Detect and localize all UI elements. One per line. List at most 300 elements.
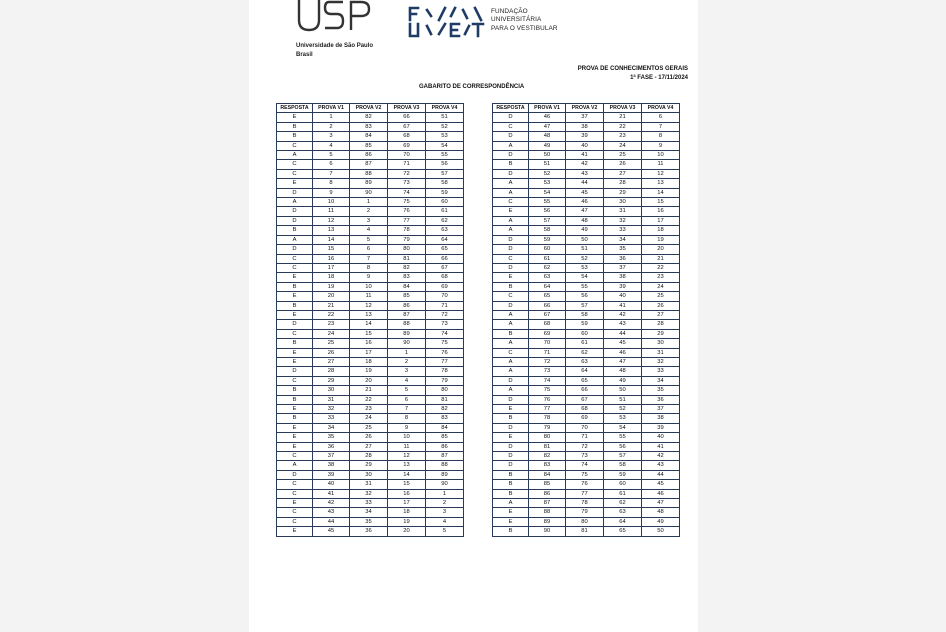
- question-number-cell: 21: [350, 386, 388, 395]
- answer-cell: B: [277, 122, 313, 131]
- question-number-cell: 1: [313, 113, 350, 122]
- question-number-cell: 50: [566, 235, 604, 244]
- table-row: [493, 273, 680, 282]
- question-number-cell: 55: [426, 151, 464, 160]
- question-number-cell: 47: [642, 499, 680, 508]
- question-number-cell: 3: [350, 216, 388, 225]
- question-number-cell: 63: [529, 273, 566, 282]
- answer-cell: C: [493, 348, 529, 357]
- question-number-cell: 23: [313, 320, 350, 329]
- table-row: [277, 357, 464, 366]
- question-number-cell: 80: [566, 517, 604, 526]
- answer-cell: B: [277, 339, 313, 348]
- question-number-cell: 73: [388, 179, 426, 188]
- question-number-cell: 20: [350, 376, 388, 385]
- table-row: [493, 527, 680, 536]
- question-number-cell: 25: [604, 151, 642, 160]
- answer-cell: A: [493, 216, 529, 225]
- question-number-cell: 74: [529, 376, 566, 385]
- table-row: [493, 216, 680, 225]
- question-number-cell: 52: [604, 405, 642, 414]
- question-number-cell: 7: [313, 169, 350, 178]
- question-number-cell: 40: [313, 480, 350, 489]
- question-number-cell: 27: [313, 357, 350, 366]
- answer-cell: D: [493, 151, 529, 160]
- question-number-cell: 41: [604, 301, 642, 310]
- question-number-cell: 49: [566, 226, 604, 235]
- question-number-cell: 34: [313, 423, 350, 432]
- answer-table-left: [276, 103, 464, 537]
- answer-cell: D: [493, 395, 529, 404]
- question-number-cell: 59: [529, 235, 566, 244]
- question-number-cell: 48: [604, 367, 642, 376]
- question-number-cell: 12: [388, 452, 426, 461]
- question-number-cell: 24: [604, 141, 642, 150]
- question-number-cell: 84: [350, 132, 388, 141]
- table-row: [277, 376, 464, 385]
- question-number-cell: 73: [426, 320, 464, 329]
- answer-cell: C: [277, 263, 313, 272]
- answer-cell: B: [493, 282, 529, 291]
- question-number-cell: 19: [642, 235, 680, 244]
- question-number-cell: 47: [604, 357, 642, 366]
- question-number-cell: 17: [313, 263, 350, 272]
- answer-cell: D: [277, 470, 313, 479]
- question-number-cell: 10: [313, 198, 350, 207]
- question-number-cell: 71: [426, 301, 464, 310]
- question-number-cell: 43: [642, 461, 680, 470]
- question-number-cell: 51: [566, 245, 604, 254]
- answer-cell: E: [277, 357, 313, 366]
- question-number-cell: 69: [388, 141, 426, 150]
- fuvest-logo: [407, 6, 487, 40]
- question-number-cell: 40: [566, 141, 604, 150]
- question-number-cell: 6: [350, 245, 388, 254]
- column-header: PROVA V2: [566, 104, 604, 113]
- question-number-cell: 28: [313, 367, 350, 376]
- question-number-cell: 61: [426, 207, 464, 216]
- answer-cell: D: [277, 367, 313, 376]
- question-number-cell: 60: [426, 198, 464, 207]
- table-row: [277, 414, 464, 423]
- question-number-cell: 55: [566, 282, 604, 291]
- question-number-cell: 71: [388, 160, 426, 169]
- answer-cell: E: [277, 348, 313, 357]
- answer-cell: A: [277, 151, 313, 160]
- column-header: PROVA V1: [529, 104, 566, 113]
- question-number-cell: 1: [388, 348, 426, 357]
- table-row: [277, 527, 464, 536]
- answer-cell: B: [277, 414, 313, 423]
- table-row: [277, 461, 464, 470]
- question-number-cell: 58: [426, 179, 464, 188]
- question-number-cell: 50: [604, 386, 642, 395]
- question-number-cell: 86: [426, 442, 464, 451]
- question-number-cell: 69: [529, 329, 566, 338]
- answer-cell: C: [493, 254, 529, 263]
- question-number-cell: 33: [350, 499, 388, 508]
- table-row: [277, 480, 464, 489]
- answer-cell: E: [493, 405, 529, 414]
- question-number-cell: 90: [388, 339, 426, 348]
- question-number-cell: 5: [313, 151, 350, 160]
- question-number-cell: 50: [642, 527, 680, 536]
- table-header-row: [277, 104, 464, 113]
- question-number-cell: 54: [604, 423, 642, 432]
- answer-cell: E: [493, 207, 529, 216]
- question-number-cell: 18: [642, 226, 680, 235]
- question-number-cell: 69: [426, 282, 464, 291]
- question-number-cell: 64: [426, 235, 464, 244]
- question-number-cell: 44: [566, 179, 604, 188]
- question-number-cell: 14: [313, 235, 350, 244]
- question-number-cell: 7: [642, 122, 680, 131]
- question-number-cell: 29: [642, 329, 680, 338]
- question-number-cell: 36: [604, 254, 642, 263]
- question-number-cell: 61: [566, 339, 604, 348]
- question-number-cell: 63: [426, 226, 464, 235]
- question-number-cell: 14: [388, 470, 426, 479]
- table-row: [277, 122, 464, 131]
- question-number-cell: 54: [566, 273, 604, 282]
- question-number-cell: 80: [426, 386, 464, 395]
- answer-cell: C: [493, 122, 529, 131]
- question-number-cell: 9: [350, 273, 388, 282]
- fuvest-line-1: FUNDAÇÃO: [491, 8, 528, 15]
- question-number-cell: 76: [566, 480, 604, 489]
- answer-cell: A: [493, 367, 529, 376]
- table-row: [493, 414, 680, 423]
- question-number-cell: 60: [566, 329, 604, 338]
- question-number-cell: 8: [350, 263, 388, 272]
- question-number-cell: 57: [426, 169, 464, 178]
- question-number-cell: 84: [426, 423, 464, 432]
- table-row: [277, 348, 464, 357]
- question-number-cell: 2: [350, 207, 388, 216]
- answer-cell: E: [493, 517, 529, 526]
- table-row: [493, 470, 680, 479]
- question-number-cell: 67: [426, 263, 464, 272]
- question-number-cell: 43: [566, 169, 604, 178]
- table-row: [493, 282, 680, 291]
- question-number-cell: 83: [388, 273, 426, 282]
- answer-cell: E: [493, 433, 529, 442]
- question-number-cell: 22: [350, 395, 388, 404]
- answer-cell: E: [277, 405, 313, 414]
- question-number-cell: 22: [313, 310, 350, 319]
- question-number-cell: 26: [313, 348, 350, 357]
- question-number-cell: 20: [388, 527, 426, 536]
- table-row: [493, 141, 680, 150]
- question-number-cell: 8: [642, 132, 680, 141]
- question-number-cell: 70: [529, 339, 566, 348]
- answer-cell: A: [277, 235, 313, 244]
- question-number-cell: 23: [350, 405, 388, 414]
- question-number-cell: 80: [529, 433, 566, 442]
- question-number-cell: 27: [350, 442, 388, 451]
- question-number-cell: 48: [529, 132, 566, 141]
- question-number-cell: 33: [313, 414, 350, 423]
- table-row: [277, 160, 464, 169]
- question-number-cell: 52: [426, 122, 464, 131]
- question-number-cell: 35: [350, 517, 388, 526]
- table-row: [277, 226, 464, 235]
- question-number-cell: 88: [350, 169, 388, 178]
- question-number-cell: 21: [642, 254, 680, 263]
- question-number-cell: 77: [566, 489, 604, 498]
- question-number-cell: 87: [350, 160, 388, 169]
- question-number-cell: 14: [350, 320, 388, 329]
- question-number-cell: 86: [529, 489, 566, 498]
- question-number-cell: 16: [313, 254, 350, 263]
- question-number-cell: 52: [566, 254, 604, 263]
- table-row: [493, 376, 680, 385]
- answer-cell: C: [277, 480, 313, 489]
- table-row: [277, 282, 464, 291]
- question-number-cell: 32: [313, 405, 350, 414]
- question-number-cell: 11: [388, 442, 426, 451]
- question-number-cell: 28: [350, 452, 388, 461]
- answer-cell: A: [493, 357, 529, 366]
- answer-cell: E: [277, 527, 313, 536]
- question-number-cell: 77: [426, 357, 464, 366]
- answer-cell: D: [277, 216, 313, 225]
- question-number-cell: 15: [350, 329, 388, 338]
- question-number-cell: 10: [388, 433, 426, 442]
- question-number-cell: 12: [350, 301, 388, 310]
- answer-cell: D: [493, 132, 529, 141]
- table-row: [277, 113, 464, 122]
- table-row: [493, 263, 680, 272]
- question-number-cell: 39: [313, 470, 350, 479]
- question-number-cell: 68: [529, 320, 566, 329]
- question-number-cell: 64: [566, 367, 604, 376]
- answer-cell: E: [277, 499, 313, 508]
- column-header: PROVA V3: [604, 104, 642, 113]
- question-number-cell: 70: [426, 292, 464, 301]
- answer-cell: D: [493, 235, 529, 244]
- answer-cell: E: [493, 508, 529, 517]
- table-row: [277, 367, 464, 376]
- question-number-cell: 43: [604, 320, 642, 329]
- answer-table-right: [492, 103, 680, 537]
- question-number-cell: 19: [350, 367, 388, 376]
- usp-logo: [295, 0, 373, 34]
- table-row: [493, 254, 680, 263]
- table-row: [493, 461, 680, 470]
- table-row: [277, 489, 464, 498]
- question-number-cell: 30: [350, 470, 388, 479]
- question-number-cell: 19: [388, 517, 426, 526]
- question-number-cell: 77: [388, 216, 426, 225]
- question-number-cell: 66: [529, 301, 566, 310]
- question-number-cell: 84: [529, 470, 566, 479]
- answer-cell: D: [277, 207, 313, 216]
- table-row: [277, 235, 464, 244]
- question-number-cell: 2: [313, 122, 350, 131]
- question-number-cell: 53: [529, 179, 566, 188]
- question-number-cell: 72: [388, 169, 426, 178]
- question-number-cell: 22: [642, 263, 680, 272]
- question-number-cell: 64: [529, 282, 566, 291]
- question-number-cell: 32: [604, 216, 642, 225]
- table-row: [277, 452, 464, 461]
- question-number-cell: 38: [604, 273, 642, 282]
- table-row: [277, 245, 464, 254]
- table-row: [277, 386, 464, 395]
- answer-cell: D: [493, 423, 529, 432]
- question-number-cell: 62: [604, 499, 642, 508]
- answer-cell: A: [493, 179, 529, 188]
- question-number-cell: 11: [642, 160, 680, 169]
- question-number-cell: 15: [313, 245, 350, 254]
- answer-cell: A: [493, 141, 529, 150]
- question-number-cell: 29: [350, 461, 388, 470]
- question-number-cell: 26: [604, 160, 642, 169]
- question-number-cell: 25: [642, 292, 680, 301]
- question-number-cell: 85: [388, 292, 426, 301]
- question-number-cell: 70: [388, 151, 426, 160]
- question-number-cell: 54: [529, 188, 566, 197]
- question-number-cell: 25: [350, 423, 388, 432]
- question-number-cell: 21: [604, 113, 642, 122]
- question-number-cell: 45: [604, 339, 642, 348]
- table-row: [493, 386, 680, 395]
- question-number-cell: 35: [313, 433, 350, 442]
- question-number-cell: 23: [642, 273, 680, 282]
- table-row: [493, 132, 680, 141]
- answer-cell: B: [277, 395, 313, 404]
- question-number-cell: 34: [642, 376, 680, 385]
- question-number-cell: 30: [604, 198, 642, 207]
- question-number-cell: 4: [350, 226, 388, 235]
- table-row: [493, 329, 680, 338]
- question-number-cell: 75: [388, 198, 426, 207]
- question-number-cell: 71: [529, 348, 566, 357]
- question-number-cell: 16: [642, 207, 680, 216]
- question-number-cell: 15: [388, 480, 426, 489]
- answer-cell: A: [493, 226, 529, 235]
- question-number-cell: 5: [350, 235, 388, 244]
- question-number-cell: 2: [426, 499, 464, 508]
- answer-cell: A: [493, 320, 529, 329]
- question-number-cell: 74: [388, 188, 426, 197]
- question-number-cell: 45: [313, 527, 350, 536]
- question-number-cell: 8: [388, 414, 426, 423]
- table-row: [277, 254, 464, 263]
- answer-cell: B: [493, 489, 529, 498]
- question-number-cell: 7: [350, 254, 388, 263]
- question-number-cell: 56: [529, 207, 566, 216]
- answer-cell: C: [277, 508, 313, 517]
- question-number-cell: 76: [426, 348, 464, 357]
- table-row: [277, 329, 464, 338]
- question-number-cell: 66: [388, 113, 426, 122]
- question-number-cell: 39: [604, 282, 642, 291]
- answer-cell: E: [277, 292, 313, 301]
- question-number-cell: 62: [566, 348, 604, 357]
- answer-cell: E: [277, 179, 313, 188]
- question-number-cell: 59: [604, 470, 642, 479]
- question-number-cell: 75: [426, 339, 464, 348]
- question-number-cell: 1: [426, 489, 464, 498]
- question-number-cell: 66: [426, 254, 464, 263]
- question-number-cell: 53: [566, 263, 604, 272]
- question-number-cell: 44: [604, 329, 642, 338]
- question-number-cell: 13: [313, 226, 350, 235]
- exam-info: [578, 65, 688, 83]
- question-number-cell: 14: [642, 188, 680, 197]
- question-number-cell: 58: [529, 226, 566, 235]
- question-number-cell: 47: [529, 122, 566, 131]
- question-number-cell: 24: [350, 414, 388, 423]
- fuvest-label: [491, 8, 558, 33]
- answer-cell: C: [277, 160, 313, 169]
- question-number-cell: 36: [313, 442, 350, 451]
- question-number-cell: 82: [388, 263, 426, 272]
- answer-cell: B: [493, 470, 529, 479]
- question-number-cell: 3: [426, 508, 464, 517]
- question-number-cell: 41: [313, 489, 350, 498]
- question-number-cell: 89: [388, 329, 426, 338]
- question-number-cell: 18: [388, 508, 426, 517]
- table-row: [493, 235, 680, 244]
- question-number-cell: 17: [388, 499, 426, 508]
- question-number-cell: 80: [388, 245, 426, 254]
- question-number-cell: 45: [642, 480, 680, 489]
- answer-cell: A: [493, 386, 529, 395]
- question-number-cell: 37: [604, 263, 642, 272]
- question-number-cell: 13: [350, 310, 388, 319]
- question-number-cell: 51: [529, 160, 566, 169]
- answer-cell: B: [493, 414, 529, 423]
- question-number-cell: 27: [604, 169, 642, 178]
- table-row: [277, 207, 464, 216]
- question-number-cell: 29: [604, 188, 642, 197]
- question-number-cell: 57: [604, 452, 642, 461]
- question-number-cell: 42: [604, 310, 642, 319]
- question-number-cell: 13: [642, 179, 680, 188]
- table-row: [493, 169, 680, 178]
- answer-cell: C: [277, 254, 313, 263]
- question-number-cell: 90: [426, 480, 464, 489]
- question-number-cell: 49: [642, 517, 680, 526]
- column-header: PROVA V1: [313, 104, 350, 113]
- question-number-cell: 16: [350, 339, 388, 348]
- question-number-cell: 81: [426, 395, 464, 404]
- question-number-cell: 5: [426, 527, 464, 536]
- question-number-cell: 72: [529, 357, 566, 366]
- answer-cell: C: [493, 292, 529, 301]
- table-row: [493, 339, 680, 348]
- answer-cell: B: [277, 132, 313, 141]
- question-number-cell: 40: [604, 292, 642, 301]
- answer-cell: C: [277, 169, 313, 178]
- answer-cell: B: [277, 282, 313, 291]
- table-row: [493, 198, 680, 207]
- fuvest-line-2: UNIVERSITÁRIA: [491, 16, 542, 24]
- question-number-cell: 69: [566, 414, 604, 423]
- question-number-cell: 87: [388, 310, 426, 319]
- table-row: [277, 301, 464, 310]
- question-number-cell: 48: [566, 216, 604, 225]
- question-number-cell: 63: [604, 508, 642, 517]
- question-number-cell: 34: [604, 235, 642, 244]
- answer-cell: E: [277, 113, 313, 122]
- question-number-cell: 25: [313, 339, 350, 348]
- answer-cell: D: [493, 169, 529, 178]
- table-row: [493, 405, 680, 414]
